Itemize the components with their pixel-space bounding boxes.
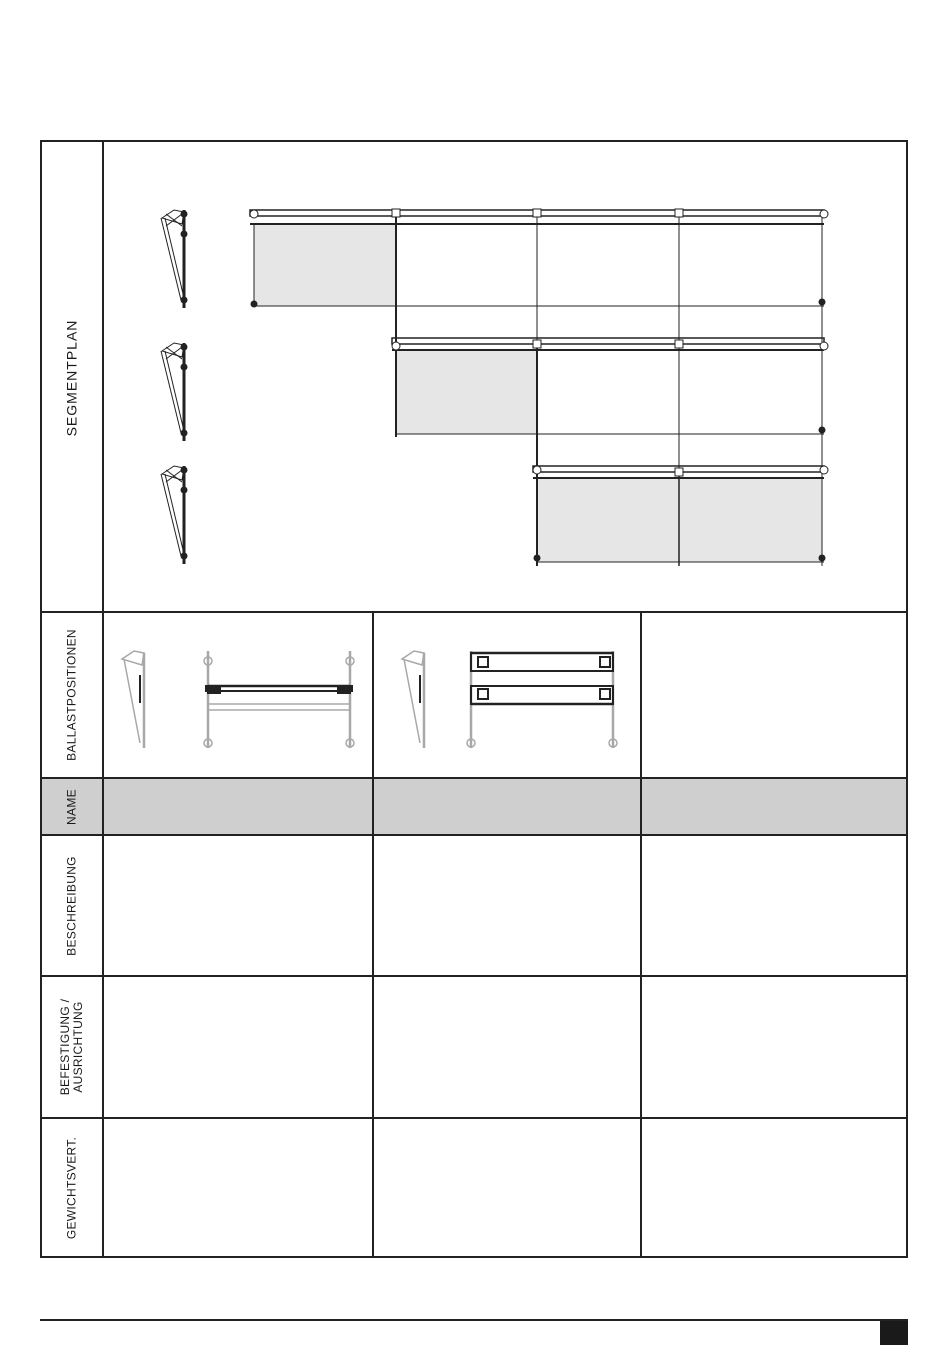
name-label: NAME (64, 788, 79, 825)
ballast-diagram-double (374, 613, 640, 777)
side-profile-2 (161, 343, 187, 441)
name-cell-3[interactable] (640, 779, 906, 834)
ballast-cell-1 (104, 613, 372, 777)
name-cell-2[interactable] (372, 779, 640, 834)
plan-row-3 (533, 466, 828, 566)
segmentplan-row (42, 142, 906, 613)
gewicht-cell-3[interactable] (640, 1119, 906, 1256)
plan-row-2 (392, 338, 828, 472)
ballast-cell-3 (640, 613, 906, 777)
beschreibung-header (42, 836, 104, 975)
befestigung-label-line2: AUSRICHTUNG (71, 1001, 85, 1093)
ballast-row (42, 613, 906, 777)
name-row (42, 779, 906, 834)
befestigung-cell-3[interactable] (640, 977, 906, 1117)
befestigung-header (42, 977, 104, 1117)
side-profile-3 (161, 466, 187, 564)
segment-sheet (40, 140, 908, 1258)
page-marker (880, 1321, 908, 1345)
ballast-header (42, 613, 104, 777)
gewicht-cell-1[interactable] (104, 1119, 372, 1256)
befestigung-cell-1[interactable] (104, 977, 372, 1117)
ballast-label: BALLASTPOSITIONEN (64, 629, 79, 761)
gewicht-row (42, 1119, 906, 1256)
segmentplan-cell (104, 142, 906, 613)
gewicht-header (42, 1119, 104, 1256)
befestigung-label (59, 999, 85, 1096)
beschreibung-cell-3[interactable] (640, 836, 906, 975)
befestigung-cell-2[interactable] (372, 977, 640, 1117)
beschreibung-cell-2[interactable] (372, 836, 640, 975)
ballast-diagram-single (104, 613, 372, 777)
gewicht-label: GEWICHTSVERT. (64, 1136, 79, 1239)
name-cell-1[interactable] (104, 779, 372, 834)
side-profile-1 (161, 210, 187, 308)
beschreibung-label: BESCHREIBUNG (64, 855, 79, 956)
segmentplan-header (42, 142, 104, 613)
beschreibung-cell-1[interactable] (104, 836, 372, 975)
footer-rule (40, 1319, 908, 1321)
beschreibung-row (42, 836, 906, 975)
gewicht-cell-2[interactable] (372, 1119, 640, 1256)
name-header (42, 779, 104, 834)
befestigung-label-line1: BEFESTIGUNG / (58, 998, 72, 1096)
ballast-cell-2 (372, 613, 640, 777)
segment-plan-drawing (104, 142, 906, 613)
segmentplan-label: SEGMENTPLAN (63, 319, 80, 436)
plan-row-1 (250, 209, 828, 342)
befestigung-row (42, 977, 906, 1117)
